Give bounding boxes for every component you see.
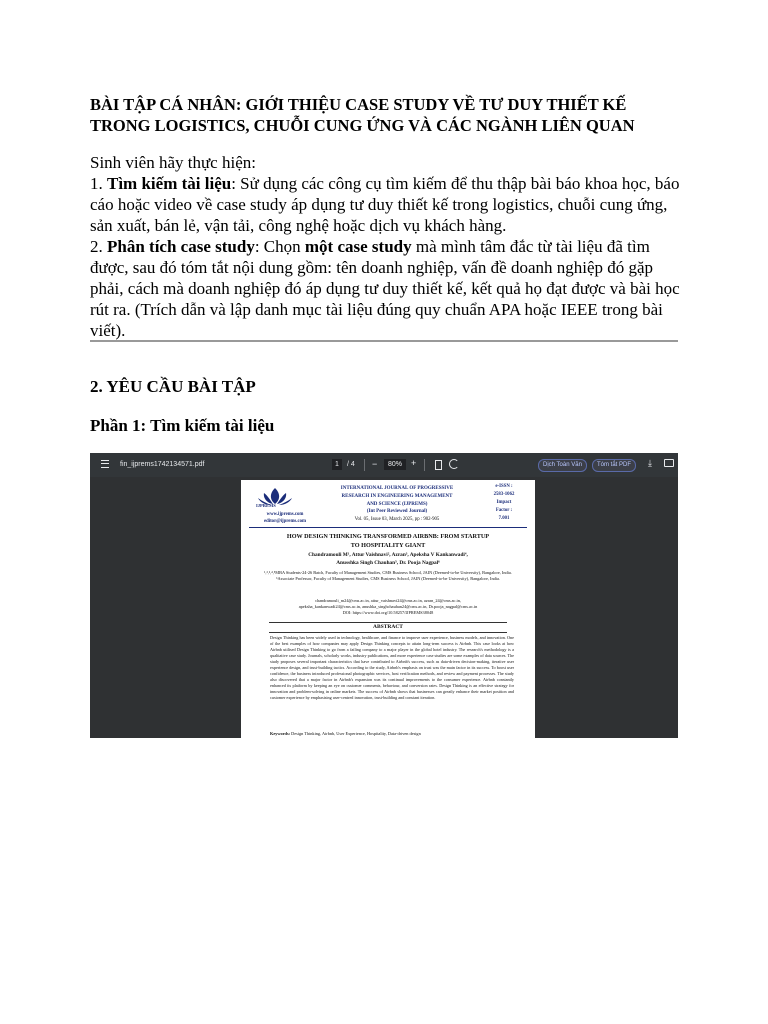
journal-volume: Vol. 05, Issue 03, March 2025, pp : 902-905 [354, 517, 440, 522]
summarize-pdf-button[interactable]: Tóm tắt PDF [592, 459, 636, 472]
item-text: mà mình tâm đắc từ tài liệu đã tìm được, sau đó tóm tắt nội dung gồm: tên doanh nghiệp, vấn đề doanh nghiệp đó gặp phải, cách mà doanh nghiệp đó áp dụng tư duy thiết kế, kết quả họ đạt được và bài học rút ra. (Trích dẫn và lập danh mục tài liệu đúng quy chuẩn APA hoặc IEEE trong bài viết). [90, 237, 680, 340]
paper-authors [261, 551, 515, 567]
horizontal-rule [90, 340, 678, 342]
zoom-in-button[interactable]: + [411, 458, 417, 468]
factor-value: 7.001 [498, 516, 510, 521]
keywords-label: Keywords: [270, 731, 291, 736]
issn-label: e-ISSN : [495, 484, 513, 489]
paper-emails [261, 598, 515, 616]
section-heading: 2. YÊU CẦU BÀI TẬP [90, 377, 256, 396]
intro-text: Sinh viên hãy thực hiện: [90, 153, 256, 172]
email-line: chandramouli_m24@cms.ac.in, attur_vaishnavi24@cms.ac.in, azran_24@cms.ac.in, [315, 598, 461, 603]
menu-icon[interactable] [101, 460, 109, 468]
print-icon[interactable] [664, 459, 674, 467]
pdf-filename: fin_ijprems1742134571.pdf [120, 461, 205, 468]
item-emphasis: một case study [304, 237, 412, 256]
journal-issn-block [479, 483, 529, 523]
journal-name [327, 485, 467, 509]
header-divider [249, 527, 527, 528]
item-number: 2. [90, 237, 107, 256]
item-number: 1. [90, 174, 107, 193]
abstract-divider [269, 632, 507, 633]
journal-website: www.ijprems.com [266, 512, 304, 517]
affiliation: ¹,²,³,⁴,⁵MBA Students-24-26 Batch, Faculty of Management Studies, CMS Business School, JAIN (Deemed-to-be University), Bangalore, India. [264, 570, 512, 575]
assignment-title: BÀI TẬP CÁ NHÂN: GIỚI THIỆU CASE STUDY VỀ TƯ DUY THIẾT KẾ TRONG LOGISTICS, CHUỖI CUNG ỨNG VÀ CÁC NGÀNH LIÊN QUAN [90, 95, 635, 135]
journal-name-line: RESEARCH IN ENGINEERING MANAGEMENT [341, 494, 453, 499]
item-heading: Phân tích case study [107, 237, 255, 256]
toolbar-divider [424, 459, 425, 471]
translate-button[interactable]: Dịch Toàn Văn [538, 459, 587, 472]
toolbar-divider [364, 459, 365, 471]
keywords-text: Design Thinking, Airbnb, User Experience, Hospitality, Data-driven design [290, 731, 421, 736]
item-heading: Tìm kiếm tài liệu [107, 174, 232, 193]
paper-affiliations [261, 570, 515, 582]
doi: DOI: https://www.doi.org/10.58257/IJPREMS38048 [342, 610, 434, 615]
zoom-out-button[interactable]: − [372, 459, 378, 469]
paper-title-line: TO HOSPITALITY GIANT [350, 542, 426, 549]
pdf-page [241, 480, 535, 738]
abstract-heading: ABSTRACT [373, 624, 403, 630]
item-text: : Chọn [254, 237, 305, 256]
affiliation: ⁶Associate Professor, Faculty of Management Studies, CMS Business School, JAIN (Deemed-to-be University), Bangalore, India. [276, 576, 500, 581]
subsection-heading: Phần 1: Tìm kiếm tài liệu [90, 416, 275, 435]
paper-title [261, 532, 515, 550]
issn-value: 2583-1062 [493, 492, 515, 497]
assignment-instructions [90, 152, 680, 341]
zoom-level[interactable]: 80% [384, 459, 406, 470]
abstract-text: Design Thinking has been widely used in technology, healthcare, and finance to improve user experience, business models, and innovation. One of the best examples of how companies may apply Design Thinking concepts to attain long-term success is Airbnb. This case looks at how Airbnb utilised Design Thinking to go from a failing company to a major player in the global hotel industry. The research's methodology is a qualitative case study. Journals, scholarly works, industry publications, and more experience case studies are some examples of data sources. The study proposes several important characteristics that have contributed to Airbnb's success, such as data-driven decision-making, iterative user experience design, and trust-building tactics. According to the study, Airbnb's emphasis on trust was the main factor in its success. To boost user confidence, the business introduced professional photographic services, host verification methods, and review and payment processes. The study also discovered that a major factor in Airbnb's expansion was its continual improvements to the consumer experience. Airbnb constantly enhanced its platform by keeping an eye on customer comments, behaviour, and conversion rates. Design Thinking is an effective strategy for innovation and problem-solving in online markets. The success of Airbnb shows that businesses can greatly enhance their market position and customer experience by emphasising user-centred innovation, trust-building and constant iteration. [270, 635, 514, 700]
instruction-item-1 [90, 173, 680, 236]
page-number-input[interactable]: 1 [332, 459, 342, 470]
keywords [270, 731, 514, 736]
rotate-icon[interactable] [449, 459, 459, 469]
instruction-item-2 [90, 236, 680, 341]
journal-name-line: INTERNATIONAL JOURNAL OF PROGRESSIVE [340, 486, 454, 491]
paper-title-line: HOW DESIGN THINKING TRANSFORMED AIRBNB: FROM STARTUP [286, 533, 490, 540]
email-line: apeksha_kankanwadi24@cms.ac.in, anushka_singhchauhan24@cms.ac.in, Dr.pooja_nagpal@cms.ac.in [298, 604, 478, 609]
journal-email: editor@ijprems.com [263, 519, 307, 524]
pdf-toolbar [90, 453, 678, 477]
impact-label: Impact [496, 500, 512, 505]
pdf-viewer-screenshot [90, 453, 678, 738]
download-icon[interactable]: ⤓ [648, 458, 652, 468]
factor-label: Factor : [495, 508, 513, 513]
page-total: / 4 [347, 461, 355, 468]
author-line: Anusshka Singh Chauhan⁵, Dr. Pooja Nagpal⁶ [336, 560, 440, 566]
abstract-divider [269, 622, 507, 623]
author-line: Chandramouli M¹, Attur Vaishnavi², Azran³, Apeksha V Kankanwadi⁴, [308, 552, 468, 558]
item-text: : Sử dụng các công cụ tìm kiếm để thu thập bài báo khoa học, báo cáo hoặc video về case study áp dụng tư duy thiết kế trong logistics, chuỗi cung ứng, sản xuất, bán lẻ, vận tải, công nghệ hoặc dịch vụ khách hàng. [90, 174, 680, 235]
journal-contact [253, 511, 317, 525]
fit-page-icon[interactable] [435, 460, 442, 470]
journal-name-line: AND SCIENCE (IJPREMS) [366, 502, 428, 507]
journal-review-note: (Int Peer Reviewed Journal) [366, 509, 428, 514]
journal-logo-text: IJPREMS [256, 503, 276, 508]
